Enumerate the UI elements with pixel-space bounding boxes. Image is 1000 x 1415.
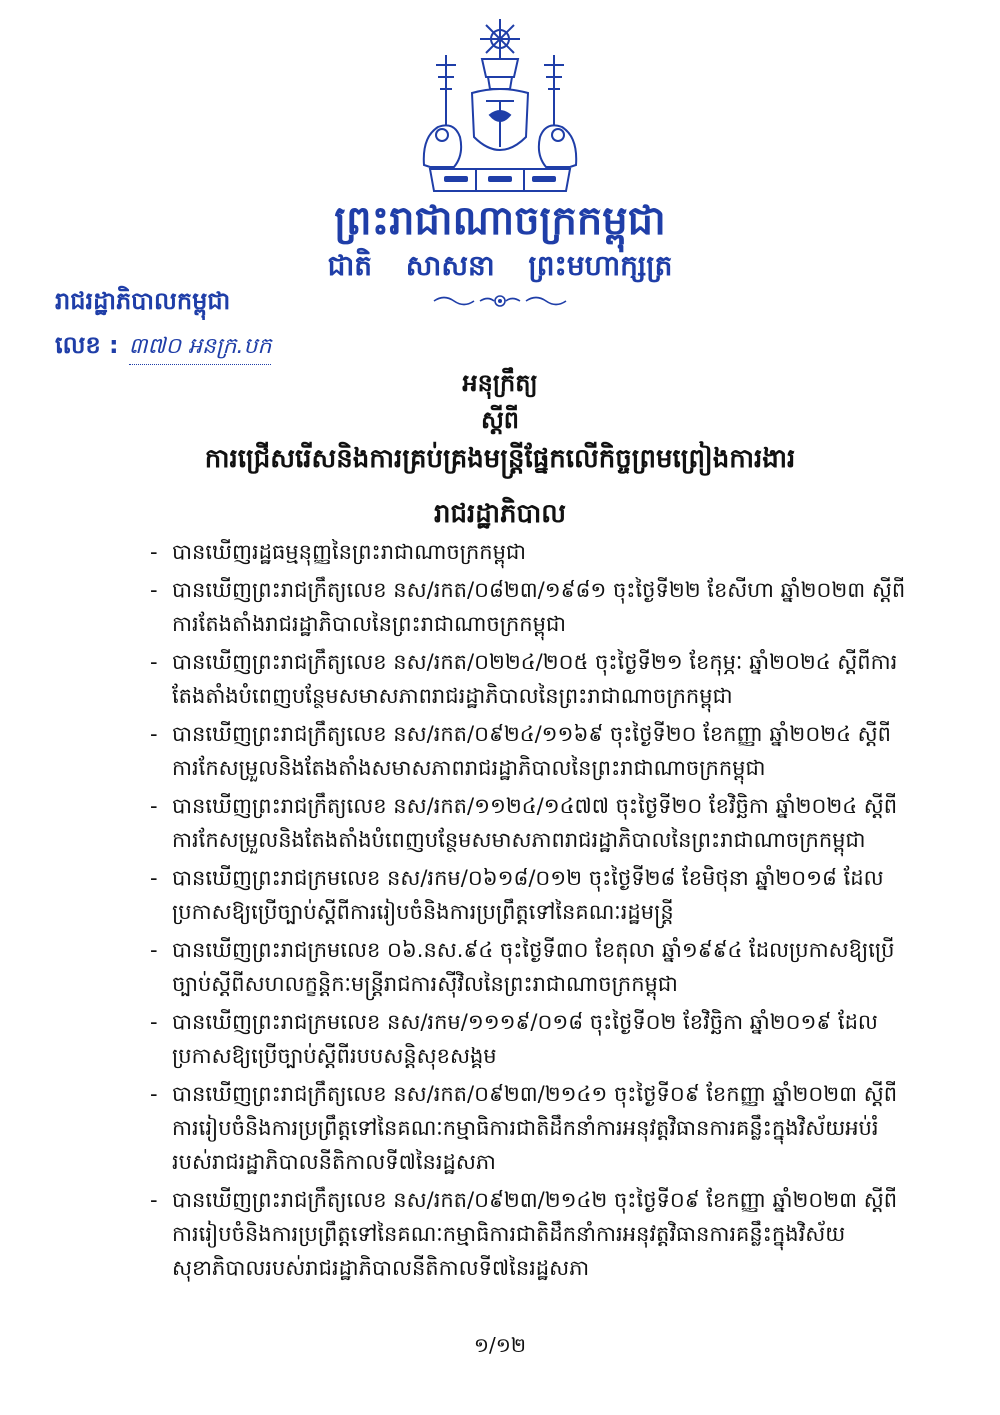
reference-label: លេខ :	[55, 331, 119, 359]
reference-number: ៣៧០ អនក្រ.បក	[129, 332, 272, 365]
kingdom-motto: ជាតិ សាសនា ព្រះមហាក្សត្រ	[327, 249, 673, 282]
consideration-text: បានឃើញរដ្ឋធម្មនុញ្ញនៃព្រះរាជាណាចក្រកម្ពុជា	[172, 540, 526, 564]
consideration-text: បានឃើញព្រះរាជក្រឹត្យលេខ នស/រកត/០២២៤/២០៥ ចុះថ្ងៃទី២១ ខែកុម្ភៈ ឆ្នាំ២០២៤ ស្តីពីការតែងតាំងបំពេញបន្ថែមសមាសភាពរាជរដ្ឋាភិបាលនៃព្រះរាជាណាចក្រកម្ពុជា	[172, 650, 898, 708]
list-item: - បានឃើញព្រះរាជក្រឹត្យលេខ នស/រកត/១១២៤/១៤៧៧ ចុះថ្ងៃទី២០ ខែវិច្ឆិកា ឆ្នាំ២០២៤ ស្តីពីការកែសម្រួលនិងតែងតាំងបំពេញបន្ថែមសមាសភាពរាជរដ្ឋាភិបាលនៃព្រះរាជាណាចក្រកម្ពុជា	[150, 794, 898, 852]
kingdom-title: ព្រះរាជាណាចក្រកម្ពុជា	[334, 198, 666, 244]
ornament-divider-icon	[430, 292, 570, 310]
consideration-text: បានឃើញព្រះរាជក្រមលេខ នស/រកម/០៦១៨/០១២ ចុះថ្ងៃទី២៨ ខែមិថុនា ឆ្នាំ២០១៨ ដែលប្រកាសឱ្យប្រើច្បាប់ស្តីពីការរៀបចំនិងការប្រព្រឹត្តទៅនៃគណៈរដ្ឋមន្ត្រី	[172, 866, 884, 924]
consideration-text: បានឃើញព្រះរាជក្រឹត្យលេខ នស/រកត/០៨២៣/១៩៨១ ចុះថ្ងៃទី២២ ខែសីហា ឆ្នាំ២០២៣ ស្តីពីការតែងតាំងរាជរដ្ឋាភិបាលនៃព្រះរាជាណាចក្រកម្ពុជា	[172, 578, 906, 636]
reference-row	[55, 330, 271, 365]
document-about: ស្តីពី	[480, 406, 520, 434]
consideration-text: បានឃើញព្រះរាជក្រឹត្យលេខ នស/រកត/០៩២៤/១១៦៩ ចុះថ្ងៃទី២០ ខែកញ្ញា ឆ្នាំ២០២៤ ស្តីពីការកែសម្រួលនិងតែងតាំងសមាសភាពរាជរដ្ឋាភិបាលនៃព្រះរាជាណាចក្រកម្ពុជា	[172, 722, 891, 780]
list-item: - បានឃើញព្រះរាជក្រមលេខ ០៦.នស.៩៤ ចុះថ្ងៃទី៣០ ខែតុលា ឆ្នាំ១៩៩៤ ដែលប្រកាសឱ្យប្រើច្បាប់ស្តីពីសហលក្ខន្តិកៈមន្ត្រីរាជការស៊ីវិលនៃព្រះរាជាណាចក្រកម្ពុជា	[150, 938, 895, 996]
consideration-text: បានឃើញព្រះរាជក្រឹត្យលេខ នស/រកត/០៩២៣/២១៤១ ចុះថ្ងៃទី០៩ ខែកញ្ញា ឆ្នាំ២០២៣ ស្តីពីការរៀបចំនិងការប្រព្រឹត្តទៅនៃគណៈកម្មាធិការជាតិដឹកនាំការអនុវត្តវិធានការគន្លឹះក្នុងវិស័យអប់រំរបស់រាជរដ្ឋាភិបាលនីតិកាលទី៧នៃរដ្ឋសភា	[172, 1082, 898, 1174]
document-subject: ការជ្រើសរើសនិងការគ្រប់គ្រងមន្ត្រីផ្នែកលើកិច្ចព្រមព្រៀងការងារ	[204, 444, 796, 474]
document-type: អនុក្រឹត្យ	[462, 369, 538, 397]
list-item: - បានឃើញព្រះរាជក្រមលេខ នស/រកម/០៦១៨/០១២ ចុះថ្ងៃទី២៨ ខែមិថុនា ឆ្នាំ២០១៨ ដែលប្រកាសឱ្យប្រើច្បាប់ស្តីពីការរៀបចំនិងការប្រព្រឹត្តទៅនៃគណៈរដ្ឋមន្ត្រី	[150, 866, 884, 924]
royal-emblem-icon	[410, 15, 590, 195]
consideration-text: បានឃើញព្រះរាជក្រមលេខ នស/រកម/១១១៩/០១៨ ចុះថ្ងៃទី០២ ខែវិច្ឆិកា ឆ្នាំ២០១៩ ដែលប្រកាសឱ្យប្រើច្បាប់ស្តីពីរបបសន្តិសុខសង្គម	[172, 1010, 878, 1068]
list-item: - បានឃើញព្រះរាជក្រឹត្យលេខ នស/រកត/០៨២៣/១៩៨១ ចុះថ្ងៃទី២២ ខែសីហា ឆ្នាំ២០២៣ ស្តីពីការតែងតាំងរាជរដ្ឋាភិបាលនៃព្រះរាជាណាចក្រកម្ពុជា	[150, 578, 906, 636]
consideration-text: បានឃើញព្រះរាជក្រឹត្យលេខ នស/រកត/១១២៤/១៤៧៧ ចុះថ្ងៃទី២០ ខែវិច្ឆិកា ឆ្នាំ២០២៤ ស្តីពីការកែសម្រួលនិងតែងតាំងបំពេញបន្ថែមសមាសភាពរាជរដ្ឋាភិបាលនៃព្រះរាជាណាចក្រកម្ពុជា	[172, 794, 898, 852]
issuer-heading: រាជរដ្ឋាភិបាល	[433, 499, 567, 529]
list-item: - បានឃើញព្រះរាជក្រឹត្យលេខ នស/រកត/០៩២៣/២១៤១ ចុះថ្ងៃទី០៩ ខែកញ្ញា ឆ្នាំ២០២៣ ស្តីពីការរៀបចំនិងការប្រព្រឹត្តទៅនៃគណៈកម្មាធិការជាតិដឹកនាំការអនុវត្តវិធានការគន្លឹះក្នុងវិស័យអប់រំរបស់រាជរដ្ឋាភិបាលនីតិកាលទី៧នៃរដ្ឋសភា	[150, 1082, 898, 1174]
list-item: - បានឃើញព្រះរាជក្រឹត្យលេខ នស/រកត/០៩២៣/២១៤២ ចុះថ្ងៃទី០៩ ខែកញ្ញា ឆ្នាំ២០២៣ ស្តីពីការរៀបចំនិងការប្រព្រឹត្តទៅនៃគណៈកម្មាធិការជាតិដឹកនាំការអនុវត្តវិធានការគន្លឹះក្នុងវិស័យសុខាភិបាលរបស់រាជរដ្ឋាភិបាលនីតិកាលទី៧នៃរដ្ឋសភា	[150, 1188, 898, 1280]
list-item: - បានឃើញព្រះរាជក្រមលេខ នស/រកម/១១១៩/០១៨ ចុះថ្ងៃទី០២ ខែវិច្ឆិកា ឆ្នាំ២០១៩ ដែលប្រកាសឱ្យប្រើច្បាប់ស្តីពីរបបសន្តិសុខសង្គម	[150, 1010, 878, 1068]
list-item: - បានឃើញព្រះរាជក្រឹត្យលេខ នស/រកត/០៩២៤/១១៦៩ ចុះថ្ងៃទី២០ ខែកញ្ញា ឆ្នាំ២០២៤ ស្តីពីការកែសម្រួលនិងតែងតាំងសមាសភាពរាជរដ្ឋាភិបាលនៃព្រះរាជាណាចក្រកម្ពុជា	[150, 722, 891, 780]
page-number: ១/១២	[473, 1333, 527, 1357]
consideration-text: បានឃើញព្រះរាជក្រឹត្យលេខ នស/រកត/០៩២៣/២១៤២ ចុះថ្ងៃទី០៩ ខែកញ្ញា ឆ្នាំ២០២៣ ស្តីពីការរៀបចំនិងការប្រព្រឹត្តទៅនៃគណៈកម្មាធិការជាតិដឹកនាំការអនុវត្តវិធានការគន្លឹះក្នុងវិស័យសុខាភិបាលរបស់រាជរដ្ឋាភិបាលនីតិកាលទី៧នៃរដ្ឋសភា	[172, 1188, 898, 1280]
considerations-list	[150, 535, 910, 1289]
government-name: រាជរដ្ឋាភិបាលកម្ពុជា	[55, 287, 231, 315]
consideration-text: បានឃើញព្រះរាជក្រមលេខ ០៦.នស.៩៤ ចុះថ្ងៃទី៣០ ខែតុលា ឆ្នាំ១៩៩៤ ដែលប្រកាសឱ្យប្រើច្បាប់ស្តីពីសហលក្ខន្តិកៈមន្ត្រីរាជការស៊ីវិលនៃព្រះរាជាណាចក្រកម្ពុជា	[172, 938, 895, 996]
list-item: - បានឃើញព្រះរាជក្រឹត្យលេខ នស/រកត/០២២៤/២០៥ ចុះថ្ងៃទី២១ ខែកុម្ភៈ ឆ្នាំ២០២៤ ស្តីពីការតែងតាំងបំពេញបន្ថែមសមាសភាពរាជរដ្ឋាភិបាលនៃព្រះរាជាណាចក្រកម្ពុជា	[150, 650, 898, 708]
list-item: - បានឃើញរដ្ឋធម្មនុញ្ញនៃព្រះរាជាណាចក្រកម្ពុជា	[150, 540, 526, 564]
